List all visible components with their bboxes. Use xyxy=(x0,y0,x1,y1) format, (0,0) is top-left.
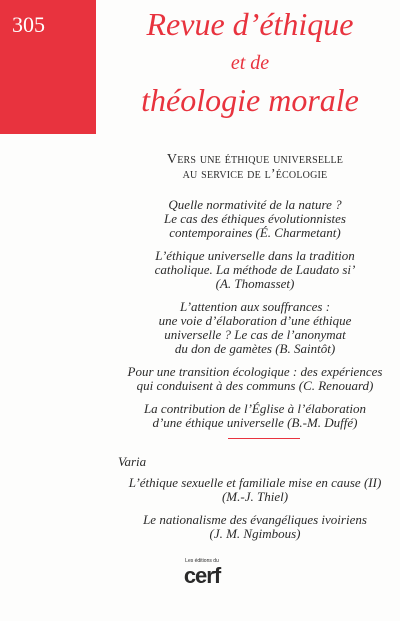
article-line: Pour une transition écologique : des expériences xyxy=(127,364,383,379)
publisher-logo xyxy=(180,558,224,587)
journal-title-line-3: théologie morale xyxy=(141,82,359,118)
issue-number-box xyxy=(0,0,96,134)
article-line: L’éthique universelle dans la tradition xyxy=(155,248,355,263)
article-line: une voie d’élaboration d’une éthique xyxy=(158,313,352,328)
varia-line: (M.-J. Thiel) xyxy=(221,489,289,504)
article-line: catholique. La méthode de Laudato si’ xyxy=(154,262,356,277)
theme-line: Vers une éthique universelle xyxy=(166,152,344,167)
issue-number: 305 xyxy=(12,12,45,37)
article-entry xyxy=(110,365,400,393)
article-entry xyxy=(110,402,400,430)
publisher-tagline: Les éditions du xyxy=(185,558,219,564)
journal-title-line-2: et de xyxy=(230,52,270,74)
article-line: d’une éthique universelle (B.-M. Duffé) xyxy=(152,415,358,430)
varia-line: L’éthique sexuelle et familiale mise en cause (II) xyxy=(128,475,382,490)
varia-line: Le nationalisme des évangéliques ivoiriens xyxy=(143,512,367,527)
article-entry xyxy=(110,198,400,240)
journal-title-line-1: Revue d’éthique xyxy=(146,6,354,42)
varia-list xyxy=(110,476,400,550)
article-line: Le cas des éthiques évolutionnistes xyxy=(164,211,346,226)
article-list xyxy=(110,198,400,439)
article-line: universelle ? Le cas de l’anonymat xyxy=(164,327,346,342)
article-line: Quelle normativité de la nature ? xyxy=(168,197,342,212)
article-entry xyxy=(110,300,400,356)
varia-heading: Varia xyxy=(118,454,147,469)
article-line: du don de gamètes (B. Saintôt) xyxy=(174,341,336,356)
varia-entry xyxy=(110,513,400,541)
article-line: (A. Thomasset) xyxy=(215,276,295,291)
article-line: L’attention aux souffrances : xyxy=(179,299,331,314)
publisher-name: cerf xyxy=(183,563,221,588)
varia-entry xyxy=(110,476,400,504)
issue-theme xyxy=(110,152,400,182)
varia-line: (J. M. Ngimbous) xyxy=(209,526,301,541)
article-line: contemporaines (É. Charmetant) xyxy=(169,225,341,240)
article-line: La contribution de l’Église à l’élaboration xyxy=(143,401,367,416)
section-divider xyxy=(228,438,300,439)
theme-line: au service de l’écologie xyxy=(182,167,328,182)
article-line: qui conduisent à des communs (C. Renouard) xyxy=(136,378,374,393)
article-entry xyxy=(110,249,400,291)
